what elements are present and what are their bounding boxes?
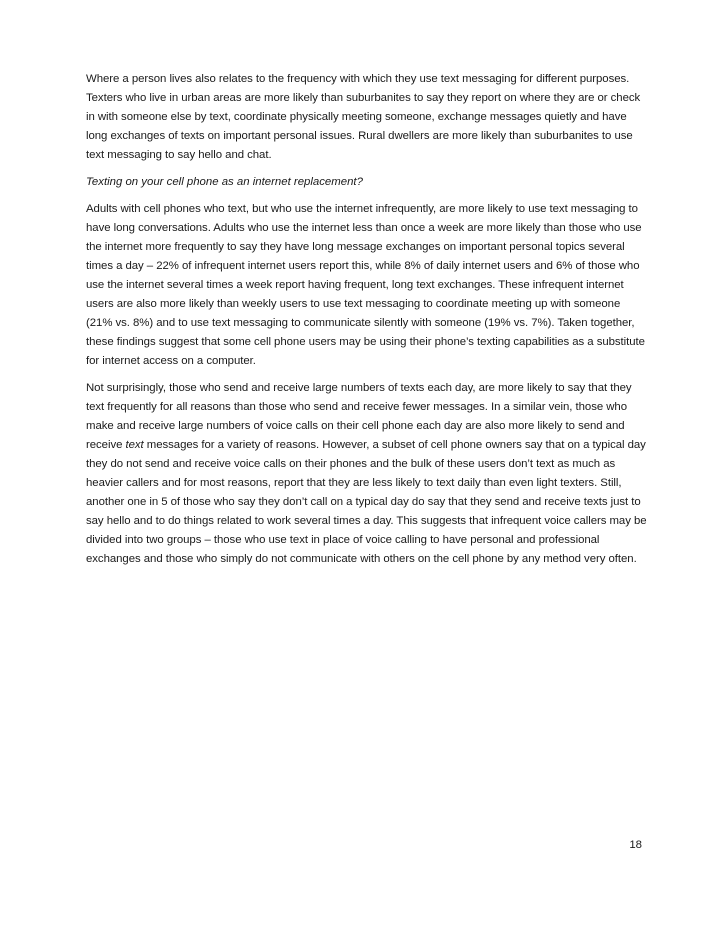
section-subheading: Texting on your cell phone as an internet replacement? (86, 176, 363, 188)
paragraph-text-part-2: messages for a variety of reasons. However, a subset of cell phone owners say that on a typical day they do not send and receive voice calls on their phones and the bulk of these users don’t text as much as heavier callers and for most reasons, report that they are less likely to text daily than even light texters. Still, another one in 5 of those who say they don’t call on a typical day do say that they send and receive texts just to say hello and to do things related to work several times a day. This suggests that infrequent voice callers may be divided into two groups – those who use text in place of voice calling to have personal and professional exchanges and those who simply do not communicate with others on the cell phone by any method very often. (86, 439, 647, 565)
paragraph-location-frequency: Where a person lives also relates to the frequency with which they use text messaging for different purposes. Texters who live in urban areas are more likely than suburbanites to say they report on where they are or check in with someone else by text, coordinate physically meeting someone, exchange messages quietly and have long exchanges of texts on important personal issues. Rural dwellers are more likely than suburbanites to use text messaging to say hello and chat. (86, 73, 641, 161)
paragraph-voice-callers (86, 379, 648, 569)
page-content (86, 70, 648, 577)
paragraph-internet-replacement: Adults with cell phones who text, but who use the internet infrequently, are more likely to use text messaging to have long conversations. Adults who use the internet less than once a week are more likely than those who use the internet more frequently to say they have long message exchanges on important personal topics several times a day – 22% of infrequent internet users report this, while 8% of daily internet users and 6% of those who use the internet several times a week report having frequent, long text exchanges. These infrequent internet users are also more likely than weekly users to use text messaging to coordinate meeting up with someone (21% vs. 8%) and to use text messaging to communicate silently with someone (19% vs. 7%). Taken together, these findings suggest that some cell phone users may be using their phone’s texting capabilities as a substitute for internet access on a computer. (86, 203, 645, 367)
paragraph-text-part-1: Not surprisingly, those who send and receive large numbers of texts each day, are more likely to say that they text frequently for all reasons than those who send and receive fewer messages. In a similar vein, those who make and receive large numbers of voice calls on their cell phone each day are also more likely to send and receive (86, 382, 632, 451)
paragraph-emphasis: text (125, 439, 144, 451)
page-number: 18 (629, 839, 642, 851)
